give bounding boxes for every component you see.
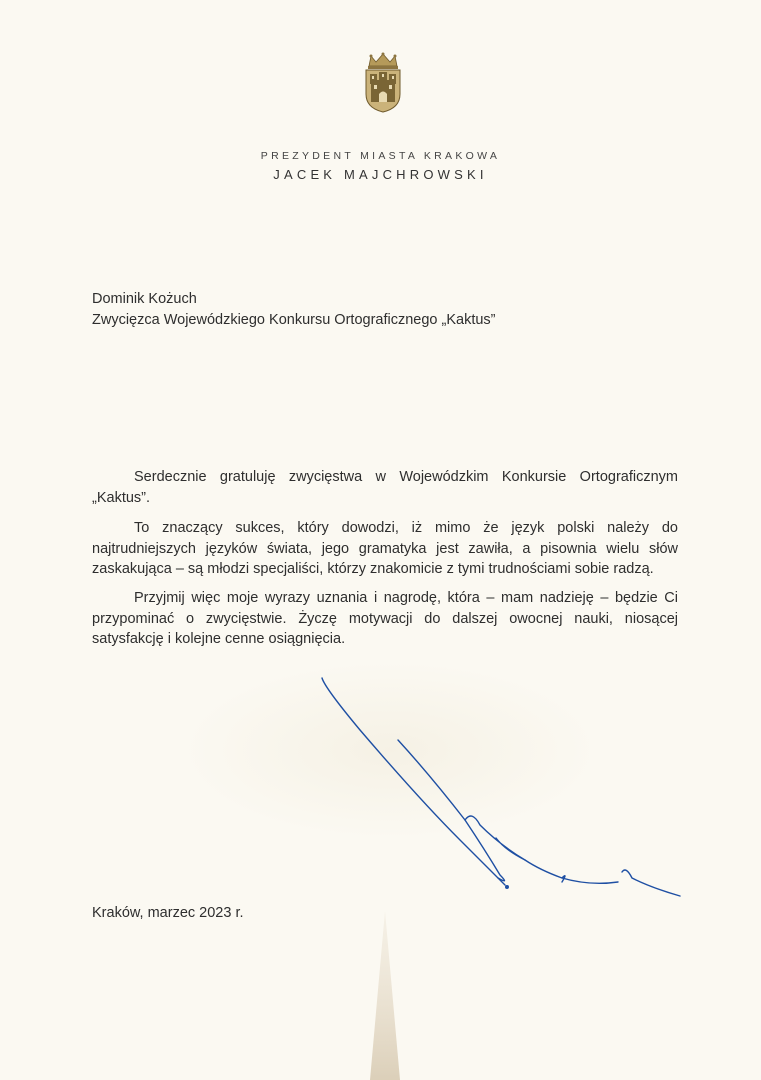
body-paragraph-2: To znaczący sukces, który dowodzi, iż mimo że język polski należy do najtrudniejszych języków świata, jego gramatyka jest zawiła, a pisownia wielu słów zaskakująca – są młodzi specjaliści, którzy znakomicie z tymi trudnościami sobie radzą. bbox=[92, 520, 678, 577]
body-paragraph-3: Przyjmij więc moje wyrazy uznania i nagrodę, która – mam nadzieję – będzie Ci przypominać o zwycięstwie. Życzę motywacji do dalszej owocnej nauki, niosącej satysfakcję i kolejne cenne osiągnięcia. bbox=[92, 590, 678, 647]
place-date: Kraków, marzec 2023 r. bbox=[92, 905, 244, 921]
mayor-name: JACEK MAJCHROWSKI bbox=[273, 167, 488, 182]
recipient-name: Dominik Kożuch bbox=[92, 291, 197, 307]
office-title: PREZYDENT MIASTA KRAKOWA bbox=[260, 150, 501, 162]
krakow-crest-icon bbox=[361, 52, 405, 114]
spire-watermark-icon bbox=[330, 905, 440, 1080]
recipient-title: Zwycięzca Wojewódzkiego Konkursu Ortograficznego „Kaktus” bbox=[92, 312, 496, 328]
body-paragraph-1: Serdecznie gratuluję zwycięstwa w Wojewódzkim Konkursie Ortograficznym „Kaktus”. bbox=[92, 469, 678, 506]
handwritten-signature bbox=[300, 660, 700, 910]
